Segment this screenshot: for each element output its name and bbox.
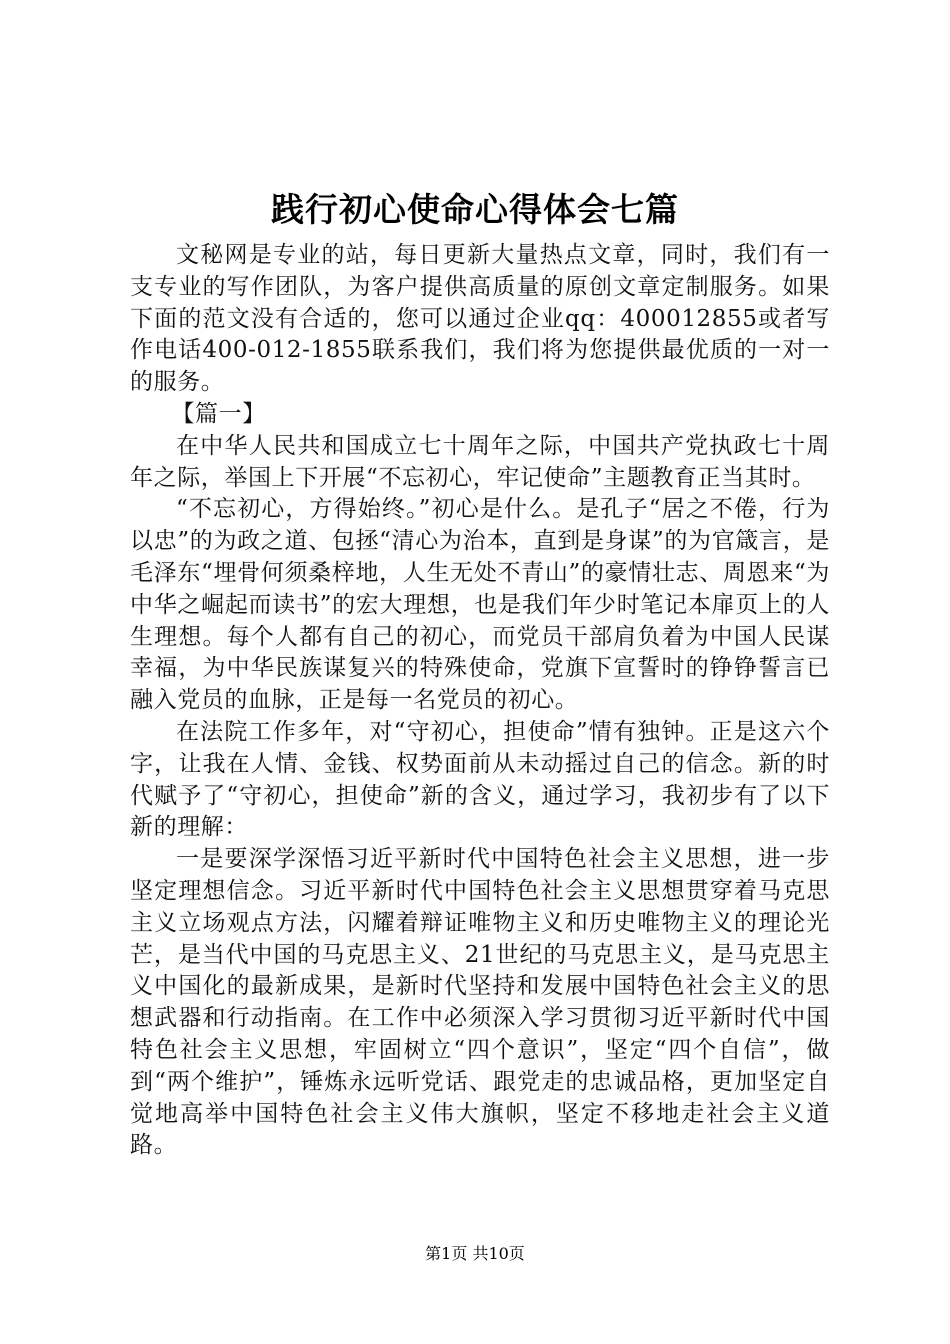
body-paragraph: “不忘初心，方得始终。”初心是什么。是孔子“居之不倦，行为以忠”的为政之道、包拯“清心为治本，直到是身谋”的为官箴言，是毛泽东“埋骨何须桑梓地，人生无处不青山”的豪情壮志、周恩来“为中华之崛起而读书”的宏大理想，也是我们年少时笔记本扉页上的人生理想。每个人都有自己的初心，而党员干部肩负着为中国人民谋幸福，为中华民族谋复兴的特殊使命，党旗下宣誓时的铮铮誓言已融入党员的血脉，正是每一名党员的初心。 [130, 496, 830, 714]
intro-paragraph: 文秘网是专业的站，每日更新大量热点文章，同时，我们有一支专业的写作团队，为客户提供高质量的原创文章定制服务。如果下面的范文没有合适的，您可以通过企业qq：400012855或者写作电话400-012-1855联系我们，我们将为您提供最优质的一对一的服务。 [130, 242, 830, 396]
body-paragraph: 一是要深学深悟习近平新时代中国特色社会主义思想，进一步坚定理想信念。习近平新时代中国特色社会主义思想贯穿着马克思主义立场观点方法，闪耀着辩证唯物主义和历史唯物主义的理论光芒，是当代中国的马克思主义、21世纪的马克思主义，是马克思主义中国化的最新成果，是新时代坚持和发展中国特色社会主义的思想武器和行动指南。在工作中必须深入学习贯彻习近平新时代中国特色社会主义思想，牢固树立“四个意识”，坚定“四个自信”，做到“两个维护”，锤炼永远听党话、跟党走的忠诚品格，更加坚定自觉地高举中国特色社会主义伟大旗帜，坚定不移地走社会主义道路。 [130, 846, 830, 1159]
body-paragraph: 在中华人民共和国成立七十周年之际，中国共产党执政七十周年之际，举国上下开展“不忘初心，牢记使命”主题教育正当其时。 [130, 432, 830, 491]
page-footer: 第1页 共10页 [425, 1244, 525, 1263]
document-body [130, 240, 830, 1162]
section-heading: 【篇一】 [171, 400, 266, 427]
document-title: 践行初心使命心得体会七篇 [271, 190, 679, 229]
body-paragraph: 在法院工作多年，对“守初心，担使命”情有独钟。正是这六个字，让我在人情、金钱、权势面前从未动摇过自己的信念。新的时代赋予了“守初心，担使命”新的含义，通过学习，我初步有了以下新的理解： [130, 718, 830, 841]
